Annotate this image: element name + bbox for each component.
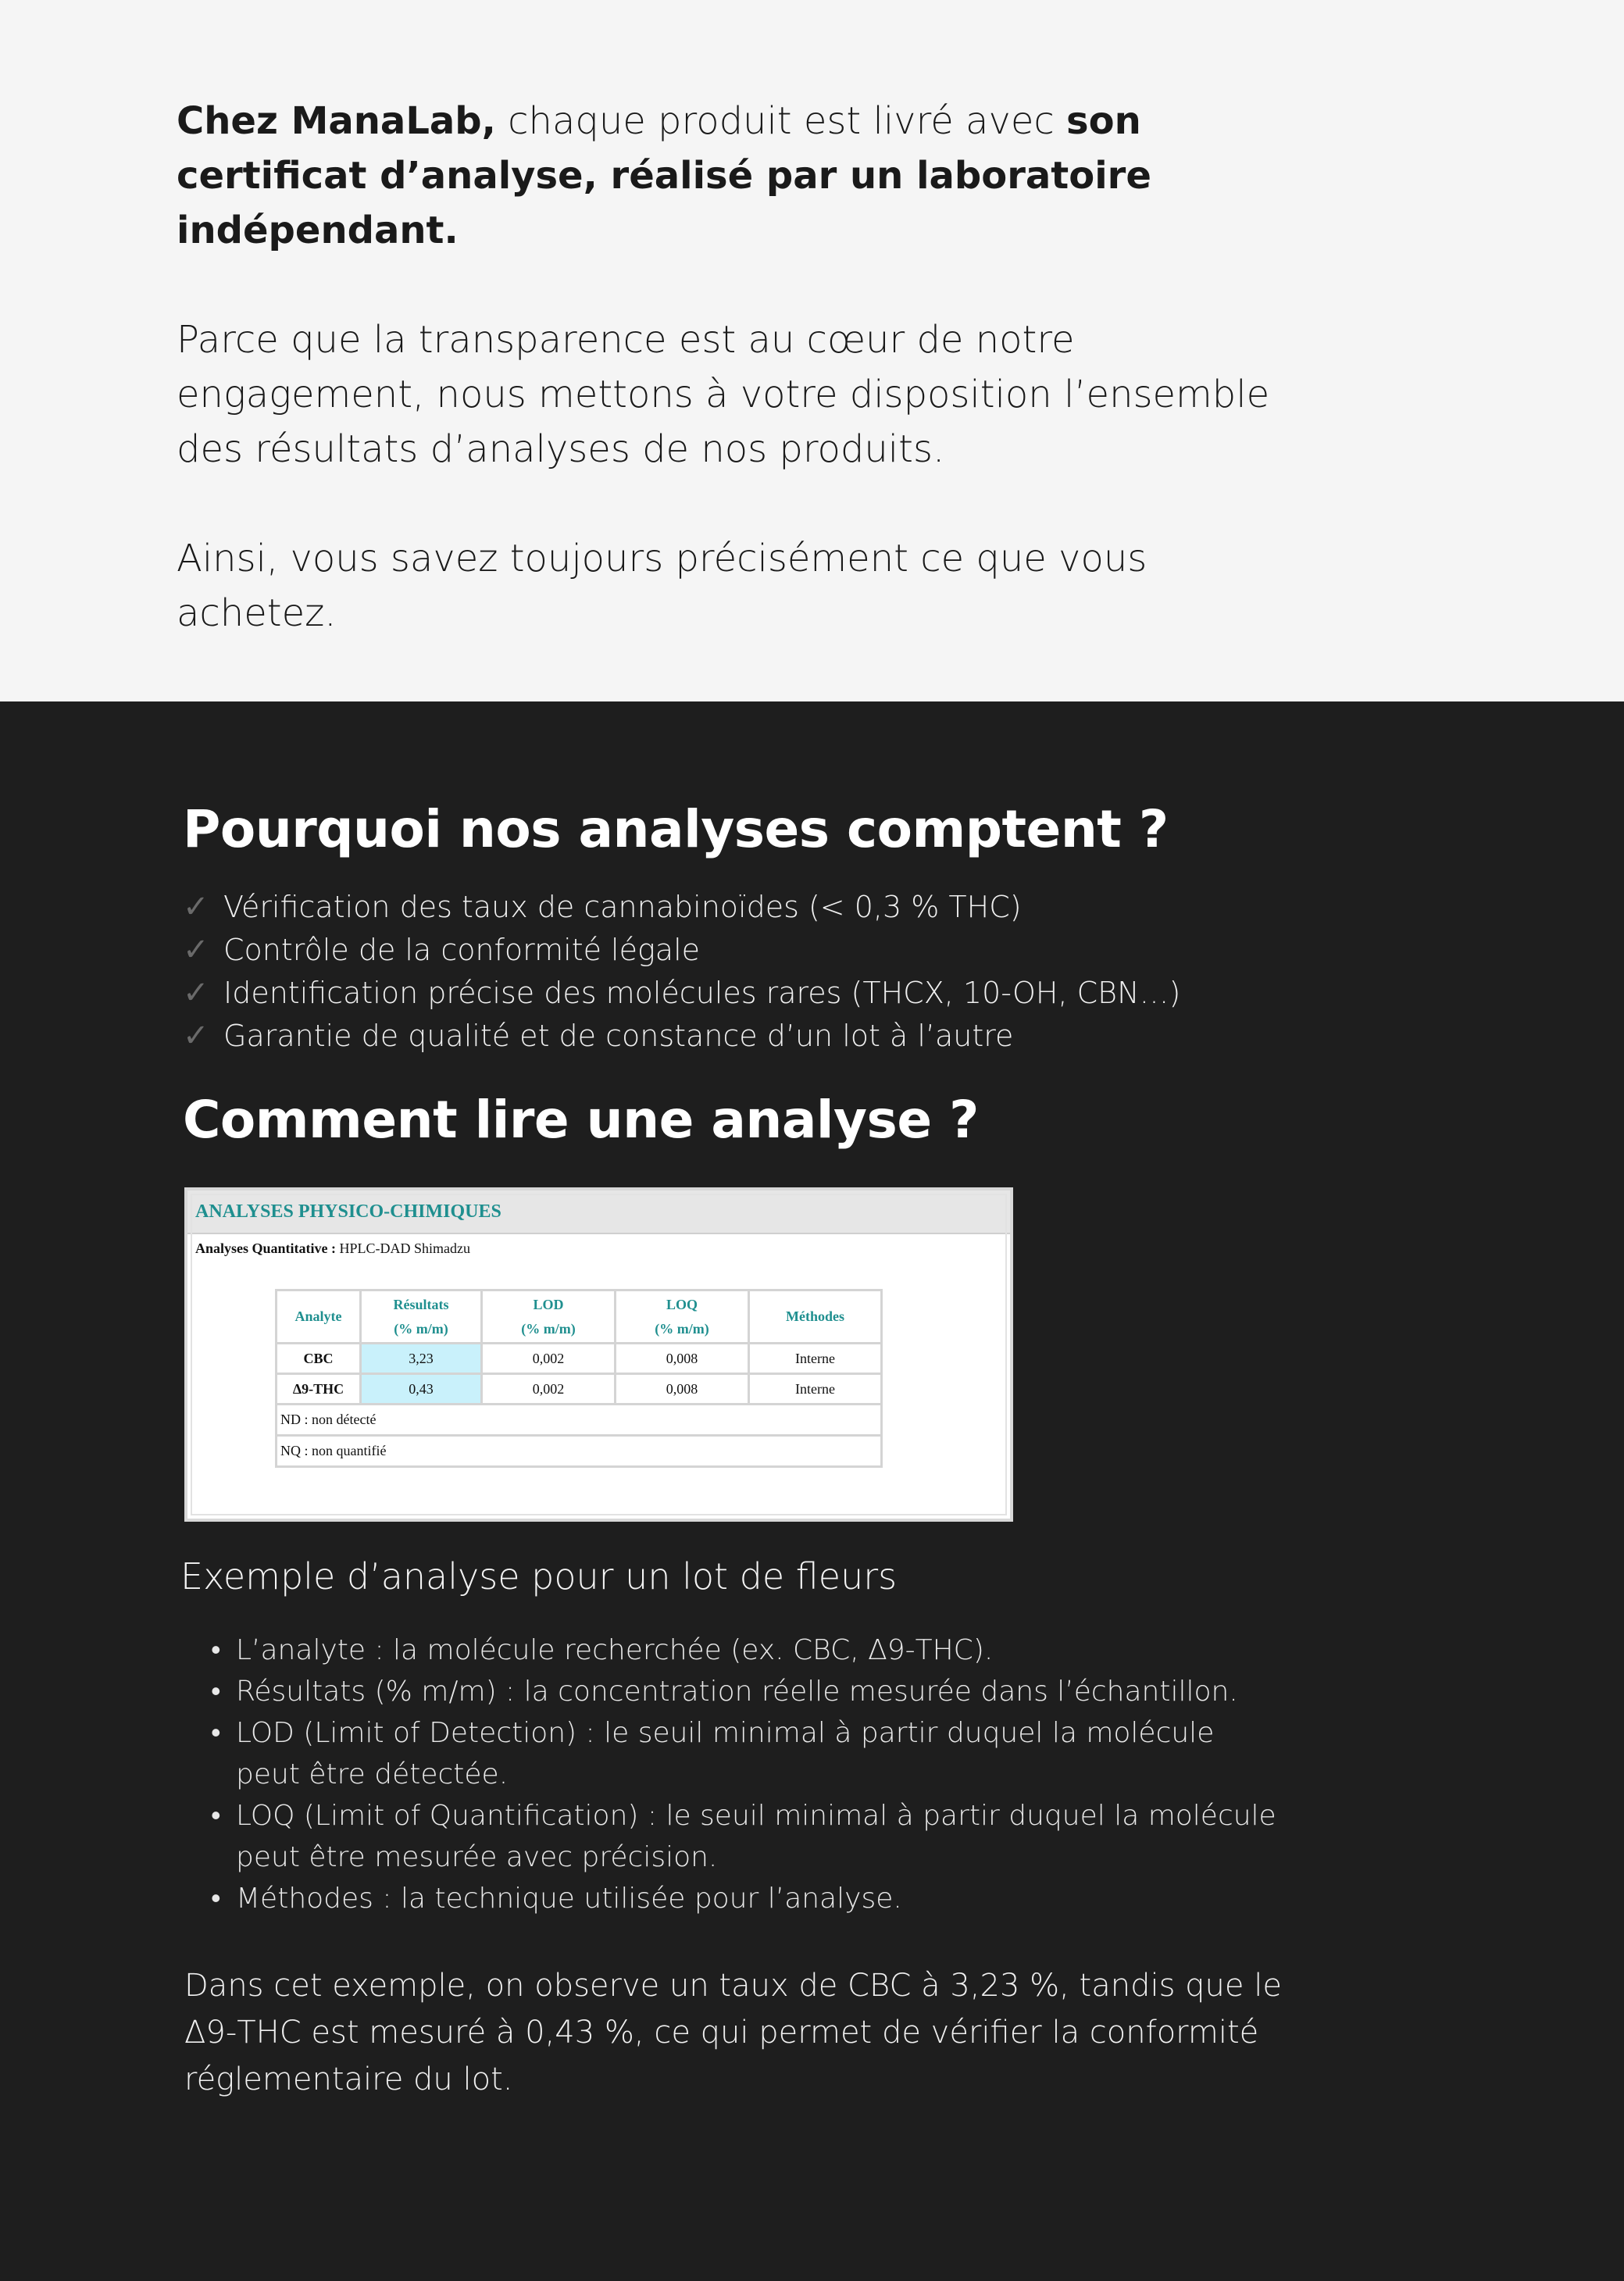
intro-paragraph-closing: Ainsi, vous savez toujours précisément ce que vous achetez. xyxy=(177,537,1148,635)
col-results: Résultats (% m/m) xyxy=(361,1290,482,1344)
check-icon: ✓ xyxy=(183,1018,209,1054)
note-nd: ND : non détecté xyxy=(277,1405,882,1436)
report-method-value: HPLC-DAD Shimadzu xyxy=(336,1240,470,1256)
example-caption: Exemple d’analyse pour un lot de fleurs xyxy=(180,1555,898,1597)
cell-method: Interne xyxy=(749,1344,882,1374)
table-note-row xyxy=(277,1405,882,1436)
checklist-item xyxy=(183,972,1180,1015)
intro-text: chaque produit est livré avec xyxy=(495,99,1067,143)
col-lod: LOD (% m/m) xyxy=(482,1290,616,1344)
list-item: • Méthodes : la technique utilisée pour l’analyse. xyxy=(211,1878,1281,1919)
intro-section xyxy=(0,0,1624,701)
checklist-item-label: Vérification des taux de cannabinoïdes (< 0,3 % THC) xyxy=(223,890,1022,924)
table-header-row xyxy=(277,1290,882,1344)
check-icon: ✓ xyxy=(183,975,209,1011)
checklist-item xyxy=(183,886,1180,929)
note-nq: NQ : non quantifié xyxy=(277,1436,882,1467)
checklist-item xyxy=(183,1015,1180,1058)
table-row xyxy=(277,1374,882,1405)
checklist-item xyxy=(183,929,1180,972)
col-methods: Méthodes xyxy=(749,1290,882,1344)
report-header: ANALYSES PHYSICO-CHIMIQUES xyxy=(187,1190,1010,1234)
cell-result: 3,23 xyxy=(361,1344,482,1374)
table-row xyxy=(277,1344,882,1374)
report-method-line xyxy=(187,1234,1010,1263)
cell-result: 0,43 xyxy=(361,1374,482,1405)
intro-paragraph-transparency: Parce que la transparence est au cœur de notre engagement, nous mettons à votre disposition l’ensemble des résultats d’analyses de nos produits. xyxy=(177,318,1270,471)
definitions-list xyxy=(211,1630,1281,1919)
cell-analyte: CBC xyxy=(277,1344,361,1374)
list-item: • Résultats (% m/m) : la concentration réelle mesurée dans l’échantillon. xyxy=(211,1671,1281,1712)
cell-loq: 0,008 xyxy=(616,1374,749,1405)
cell-lod: 0,002 xyxy=(482,1344,616,1374)
cell-method: Interne xyxy=(749,1374,882,1405)
intro-bold-brand: Chez ManaLab, xyxy=(177,99,496,143)
check-icon: ✓ xyxy=(183,889,209,925)
check-icon: ✓ xyxy=(183,932,209,968)
results-table xyxy=(275,1289,883,1468)
why-checklist xyxy=(183,886,1180,1058)
cell-loq: 0,008 xyxy=(616,1344,749,1374)
report-method-label: Analyses Quantitative : xyxy=(195,1240,336,1256)
col-analyte: Analyte xyxy=(277,1290,361,1344)
list-item: • LOD (Limit of Detection) : le seuil minimal à partir duquel la molécule peut être détectée. xyxy=(211,1712,1281,1795)
checklist-item-label: Contrôle de la conformité légale xyxy=(223,933,701,967)
checklist-item-label: Identification précise des molécules rares (THCX, 10-OH, CBN…) xyxy=(223,976,1181,1010)
table-note-row xyxy=(277,1436,882,1467)
cell-analyte: Δ9-THC xyxy=(277,1374,361,1405)
list-item: • L’analyte : la molécule recherchée (ex. CBC, Δ9-THC). xyxy=(211,1630,1281,1671)
col-loq: LOQ (% m/m) xyxy=(616,1290,749,1344)
conclusion-paragraph: Dans cet exemple, on observe un taux de CBC à 3,23 %, tandis que le Δ9-THC est mesuré à 0,43 %, ce qui permet de vérifier la conformité réglementaire du lot. xyxy=(184,1968,1282,2097)
how-heading: Comment lire une analyse ? xyxy=(183,1090,979,1150)
intro-bold-certificate: son certificat d’analyse, réalisé par un laboratoire indépendant. xyxy=(177,99,1151,252)
intro-paragraph-manalab xyxy=(177,94,1286,258)
analysis-report-image xyxy=(184,1187,1013,1522)
list-item: • LOQ (Limit of Quantification) : le seuil minimal à partir duquel la molécule peut être mesurée avec précision. xyxy=(211,1795,1281,1878)
why-heading: Pourquoi nos analyses comptent ? xyxy=(183,799,1169,859)
checklist-item-label: Garantie de qualité et de constance d’un lot à l’autre xyxy=(223,1019,1014,1053)
cell-lod: 0,002 xyxy=(482,1374,616,1405)
